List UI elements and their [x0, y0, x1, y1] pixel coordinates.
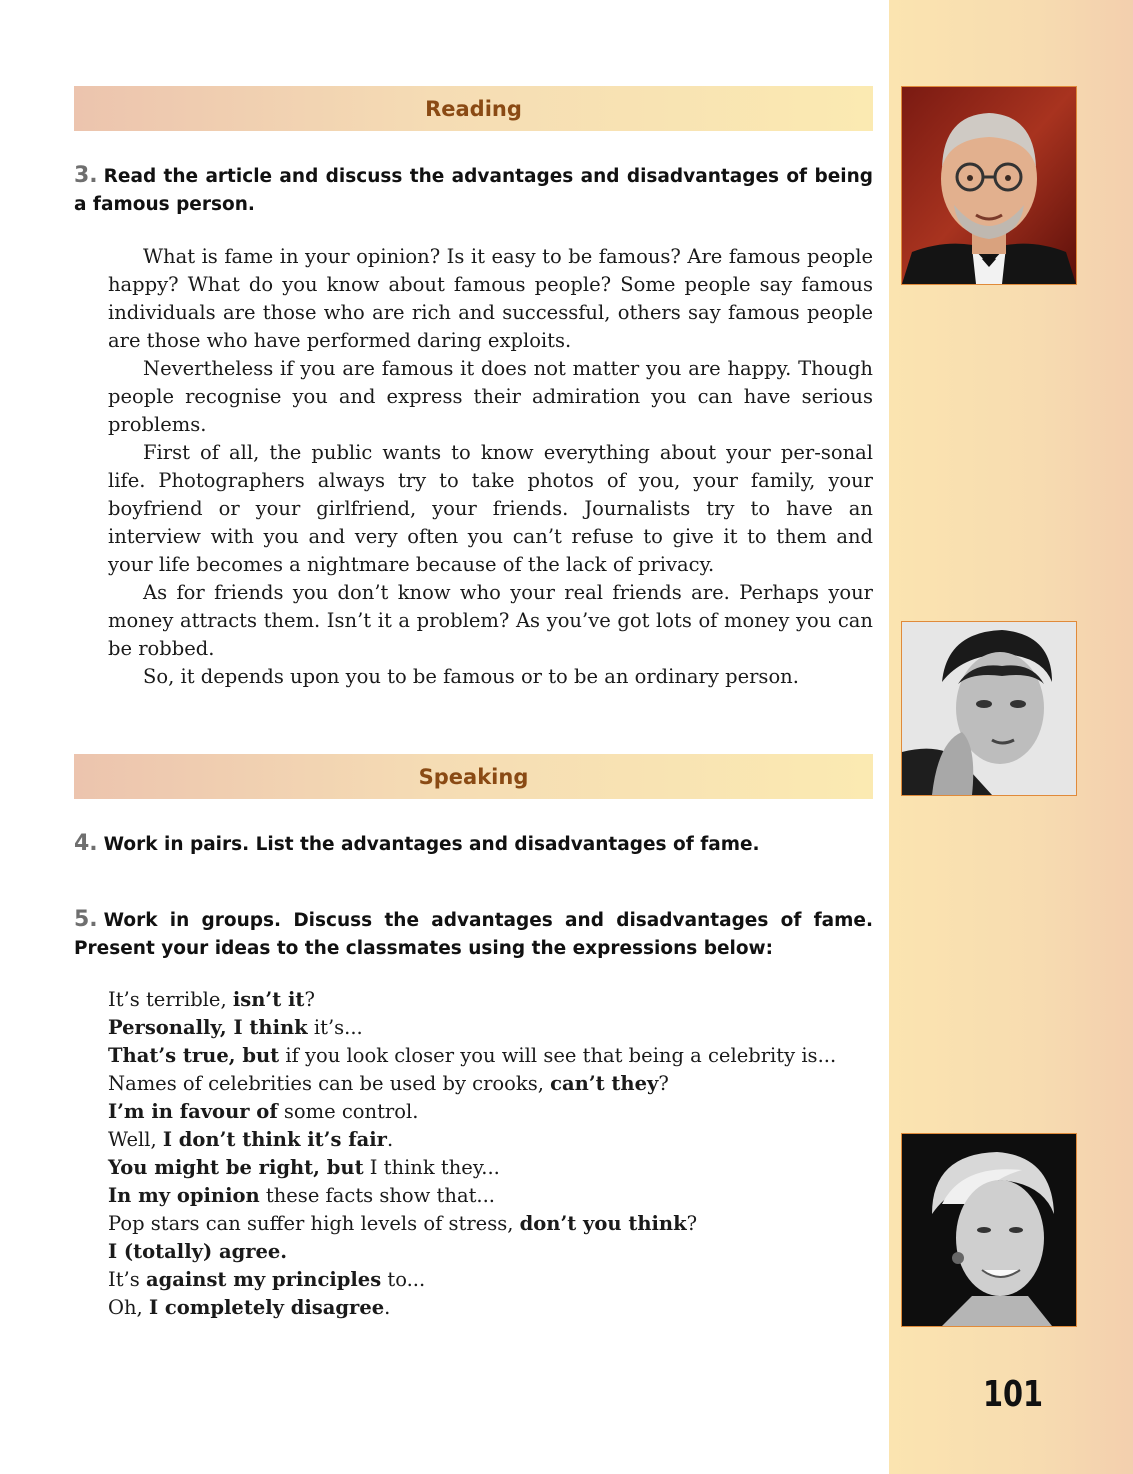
expression-item: Pop stars can suffer high levels of stress, don’t you think? — [108, 1212, 698, 1235]
celebrity-photo-1 — [901, 86, 1077, 285]
expression-item: Well, I don’t think it’s fair. — [108, 1128, 394, 1151]
expression-item: Personally, I think it’s... — [108, 1016, 363, 1039]
expressions-list — [108, 986, 873, 1322]
speaking-section-title: Speaking — [418, 764, 529, 789]
article-paragraph: So, it depends upon you to be famous or to be an ordinary person. — [143, 665, 799, 688]
celebrity-photo-3 — [901, 1133, 1077, 1327]
task-5-instruction — [74, 906, 873, 963]
expression-item: That’s true, but if you look closer you will see that being a celebrity is... — [108, 1044, 837, 1067]
article-paragraph: As for friends you don’t know who your real friends are. Perhaps your money attracts them. Isn’t it a problem? As you’ve got lots of money you can be robbed. — [108, 581, 873, 660]
task-number: 3. — [74, 163, 98, 188]
reading-section-header — [74, 86, 873, 131]
speaking-section-header — [74, 754, 873, 799]
task-3-instruction — [74, 162, 873, 219]
expression-item: You might be right, but I think they... — [108, 1156, 500, 1179]
article-paragraph: What is fame in your opinion? Is it easy to be famous? Are famous people happy? What do you know about famous people? Some people say famous individuals are those who are rich and successful, others say famous people are those who have performed daring exploits. — [108, 245, 873, 352]
task-number: 5. — [74, 907, 98, 932]
expression-item: It’s against my principles to... — [108, 1268, 426, 1291]
expression-item: Names of celebrities can be used by crooks, can’t they? — [108, 1072, 669, 1095]
expression-item: I’m in favour of some control. — [108, 1100, 419, 1123]
task-text: Work in groups. Discuss the advantages and disadvantages of fame. Present your ideas to the classmates using the expressions below: — [74, 910, 873, 959]
article-paragraph: First of all, the public wants to know everything about your per-sonal life. Photographers always try to take photos of you, your family, your boyfriend or your girlfriend, your friends. Journalists try to have an interview with you and very often you can’t refuse to give it to them and your life becomes a nightmare because of the lack of privacy. — [108, 441, 873, 576]
expression-item: Oh, I completely disagree. — [108, 1296, 391, 1319]
celebrity-photo-2 — [901, 621, 1077, 796]
task-text: Read the article and discuss the advantages and disadvantages of being a famous person. — [74, 166, 873, 215]
reading-section-title: Reading — [425, 96, 522, 121]
expression-item: It’s terrible, isn’t it? — [108, 988, 315, 1011]
article-text — [108, 243, 873, 691]
page-number: 101 — [982, 1374, 1044, 1415]
expression-item: In my opinion these facts show that... — [108, 1184, 496, 1207]
expression-item: I (totally) agree. — [108, 1240, 288, 1263]
task-4-instruction — [74, 830, 873, 859]
task-text: Work in pairs. List the advantages and disadvantages of fame. — [103, 834, 760, 855]
article-paragraph: Nevertheless if you are famous it does not matter you are happy. Though people recognise you and express their admiration you can have serious problems. — [108, 357, 873, 436]
task-number: 4. — [74, 831, 98, 856]
